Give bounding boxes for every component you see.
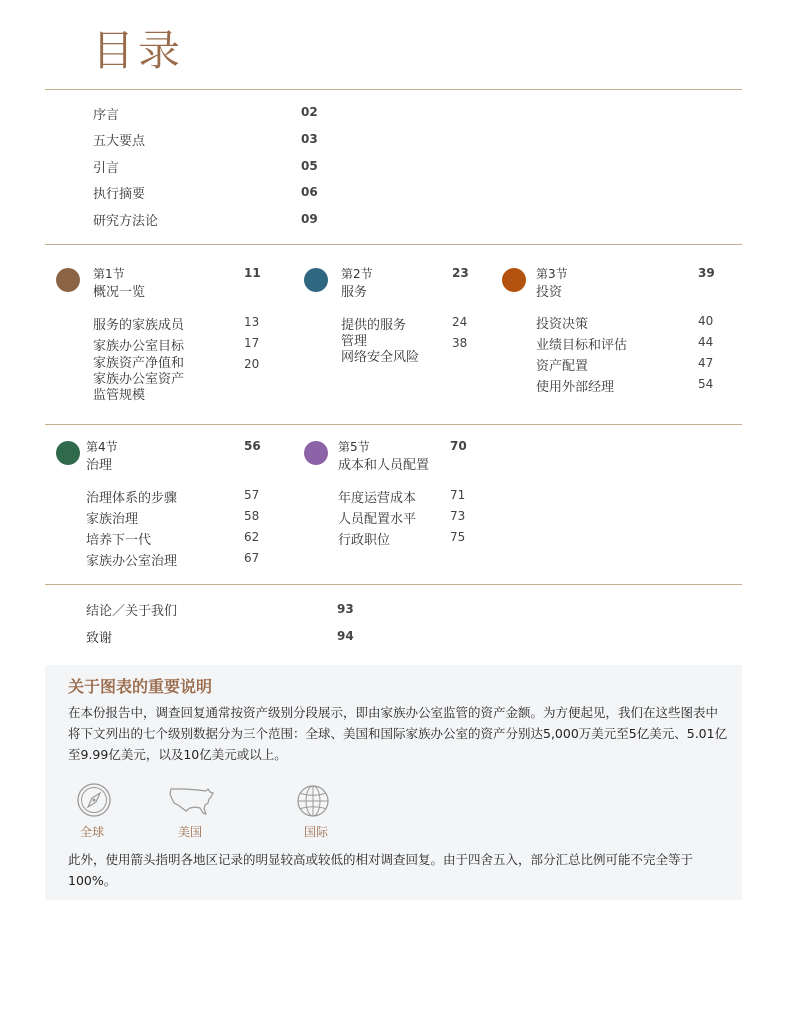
toc-item-label[interactable]: 执行摘要	[93, 187, 146, 202]
toc-item-label[interactable]: 培养下一代	[86, 533, 152, 548]
section-name[interactable]: 投资	[536, 285, 563, 300]
toc-item-label[interactable]: 管理 网络安全风险	[341, 334, 420, 365]
toc-item-page: 73	[450, 509, 466, 523]
section-number: 第2节	[341, 267, 373, 281]
toc-item-label[interactable]: 家族办公室治理	[86, 554, 178, 569]
toc-item-label[interactable]: 投资决策	[536, 317, 589, 332]
toc-item-page: 20	[244, 357, 260, 371]
toc-item-page: 67	[244, 551, 260, 565]
section-color-dot	[304, 268, 328, 292]
compass-icon	[76, 782, 112, 818]
globe-icon	[296, 784, 330, 818]
section-color-dot	[304, 441, 328, 465]
section-number: 第1节	[93, 267, 125, 281]
section-page: 11	[244, 266, 261, 280]
toc-item-page: 38	[452, 336, 468, 350]
note-paragraph: 此外，使用箭头指明各地区记录的明显较高或较低的相对调查回复。由于四舍五入，部分汇总比例可能不完全等于100%。	[68, 852, 694, 888]
toc-item-page: 47	[698, 356, 714, 370]
toc-item-page: 17	[244, 336, 260, 350]
toc-item-label[interactable]: 家族治理	[86, 512, 139, 527]
toc-item-page: 54	[698, 377, 714, 391]
section-page: 23	[452, 266, 469, 280]
section-name[interactable]: 服务	[341, 285, 368, 300]
toc-item-label[interactable]: 研究方法论	[93, 214, 159, 229]
toc-item-label[interactable]: 业绩目标和评估	[536, 338, 628, 353]
region-label-international: 国际	[304, 825, 329, 839]
toc-item-page: 03	[301, 132, 318, 146]
section-name[interactable]: 成本和人员配置	[338, 458, 430, 473]
section-number: 第3节	[536, 267, 568, 281]
toc-item-label[interactable]: 家族办公室目标	[93, 339, 185, 354]
section-page: 70	[450, 439, 467, 453]
section-number: 第5节	[338, 440, 370, 454]
section-color-dot	[56, 441, 80, 465]
toc-item-page: 93	[337, 602, 354, 616]
toc-item-page: 09	[301, 212, 318, 226]
note-title: 关于图表的重要说明	[68, 677, 213, 696]
toc-item-page: 94	[337, 629, 354, 643]
toc-item-label[interactable]: 资产配置	[536, 359, 589, 374]
toc-item-label[interactable]: 使用外部经理	[536, 380, 615, 395]
section-color-dot	[502, 268, 526, 292]
toc-item-page: 06	[301, 185, 318, 199]
divider	[45, 244, 742, 245]
toc-item-page: 40	[698, 314, 714, 328]
toc-item-label[interactable]: 序言	[93, 108, 120, 123]
toc-item-page: 57	[244, 488, 260, 502]
toc-item-label[interactable]: 人员配置水平	[338, 512, 417, 527]
region-label-usa: 美国	[178, 825, 203, 839]
usa-map-icon	[168, 785, 216, 817]
toc-item-page: 44	[698, 335, 714, 349]
toc-item-page: 58	[244, 509, 260, 523]
toc-item-page: 02	[301, 105, 318, 119]
toc-item-label[interactable]: 引言	[93, 161, 120, 176]
toc-item-label[interactable]: 服务的家族成员	[93, 318, 185, 333]
toc-item-label[interactable]: 致谢	[86, 631, 113, 646]
divider	[45, 424, 742, 425]
region-label-global: 全球	[80, 825, 105, 839]
section-name[interactable]: 治理	[86, 458, 113, 473]
toc-item-label[interactable]: 提供的服务	[341, 318, 407, 333]
toc-item-label[interactable]: 年度运营成本	[338, 491, 417, 506]
divider	[45, 89, 742, 90]
toc-item-page: 05	[301, 159, 318, 173]
toc-item-label[interactable]: 结论／关于我们	[86, 604, 178, 619]
section-page: 39	[698, 266, 715, 280]
section-name[interactable]: 概况一览	[93, 285, 146, 300]
divider	[45, 584, 742, 585]
chart-notes-box	[45, 665, 742, 900]
toc-item-page: 75	[450, 530, 466, 544]
page-title: 目录	[92, 26, 185, 75]
section-page: 56	[244, 439, 261, 453]
toc-item-label[interactable]: 家族资产净值和 家族办公室资产 监管规模	[93, 356, 185, 403]
toc-item-label[interactable]: 治理体系的步骤	[86, 491, 178, 506]
section-number: 第4节	[86, 440, 118, 454]
toc-item-page: 24	[452, 315, 468, 329]
toc-item-page: 13	[244, 315, 260, 329]
toc-item-label[interactable]: 行政职位	[338, 533, 391, 548]
toc-item-page: 62	[244, 530, 260, 544]
section-color-dot	[56, 268, 80, 292]
toc-item-page: 71	[450, 488, 466, 502]
toc-item-label[interactable]: 五大要点	[93, 134, 146, 149]
note-paragraph: 在本份报告中，调查回复通常按资产级别分段展示，即由家族办公室监管的资产金额。为方便起见，我们在这些图表中将下文列出的七个级别数据分为三个范围：全球、美国和国际家族办公室的资产分别达5,000万美元至5亿美元、5.01亿至9.99亿美元，以及10亿美元或以上。	[68, 705, 728, 762]
